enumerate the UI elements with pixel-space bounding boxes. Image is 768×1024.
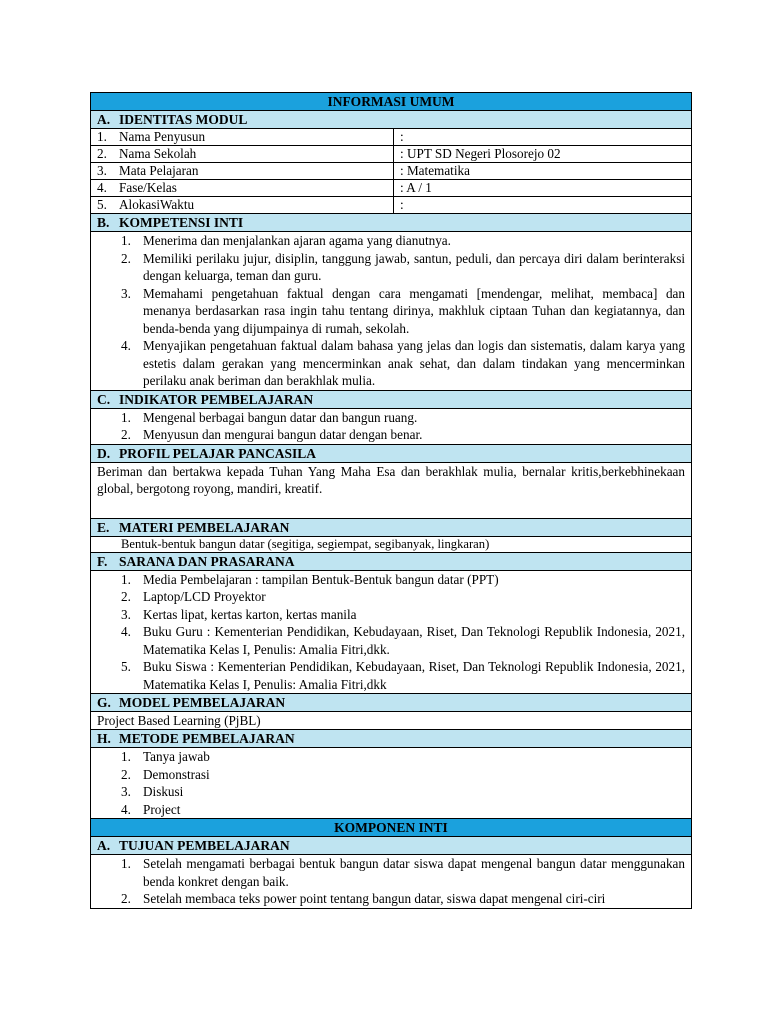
item-text: Tanya jawab <box>143 749 210 764</box>
item-text: Diskusi <box>143 784 184 799</box>
item-number: 1. <box>121 409 131 425</box>
identitas-row <box>90 180 692 197</box>
section-title: MATERI PEMBELAJARAN <box>119 519 290 535</box>
section-title: MODEL PEMBELAJARAN <box>119 695 286 710</box>
identitas-row <box>90 146 692 163</box>
section-header-tujuan <box>90 837 692 855</box>
indikator-list <box>90 409 692 445</box>
list-item <box>121 232 685 250</box>
item-text: Buku Guru : Kementerian Pendidikan, Kebudayaan, Riset, Dan Teknologi Republik Indonesia, 2021, Matematika Kelas I, Penulis: Amalia Fitri,dkk. <box>143 624 685 657</box>
item-text: Media Pembelajaran : tampilan Bentuk-Bentuk bangun datar (PPT) <box>143 571 499 587</box>
section-title: INDIKATOR PEMBELAJARAN <box>119 391 314 407</box>
list-item <box>121 337 685 390</box>
section-title: METODE PEMBELAJARAN <box>119 731 295 746</box>
profil-text: Beriman dan bertakwa kepada Tuhan Yang Maha Esa dan berakhlak mulia, bernalar kritis,berkebhinekaan global, bergotong royong, mandiri, kreatif. <box>90 463 692 519</box>
item-number: 1. <box>121 233 131 248</box>
row-value: : <box>400 197 404 212</box>
list-item <box>121 285 685 338</box>
informasi-umum-header: INFORMASI UMUM <box>90 92 692 111</box>
row-number: 1. <box>97 129 107 144</box>
list-item <box>121 409 685 427</box>
item-number: 5. <box>121 659 131 674</box>
item-text: Laptop/LCD Proyektor <box>143 589 266 604</box>
list-item <box>121 658 685 693</box>
list-item <box>121 623 685 658</box>
item-number: 1. <box>121 571 131 587</box>
section-letter: A. <box>97 112 111 127</box>
section-title: SARANA DAN PRASARANA <box>119 553 295 569</box>
section-header-materi <box>90 519 692 537</box>
identitas-row <box>90 197 692 214</box>
list-item <box>121 801 685 819</box>
item-text: Memiliki perilaku jujur, disiplin, tanggung jawab, santun, peduli, dan percaya diri dalam berinteraksi dengan keluarga, teman dan guru. <box>143 250 685 283</box>
row-label: Nama Sekolah <box>119 146 197 161</box>
item-number: 4. <box>121 338 131 353</box>
section-letter: A. <box>97 838 111 853</box>
item-text: Menerima dan menjalankan ajaran agama yang dianutnya. <box>143 233 451 248</box>
item-number: 1. <box>121 749 131 764</box>
item-text: Memahami pengetahuan faktual dengan cara mengamati [mendengar, melihat, membaca] dan menanya berdasarkan rasa ingin tahu tentang dirinya, makhluk ciptaan Tuhan dan kegiatannya, dan benda-benda yang dijumpainya di rumah, sekolah. <box>143 285 685 336</box>
item-number: 3. <box>121 784 131 799</box>
sarana-list <box>90 571 692 695</box>
section-header-sarana <box>90 553 692 571</box>
item-number: 1. <box>121 856 131 871</box>
item-number: 2. <box>121 589 131 604</box>
item-text: Menyusun dan mengurai bangun datar dengan benar. <box>143 427 423 442</box>
item-number: 2. <box>121 891 131 906</box>
section-letter: B. <box>97 215 110 230</box>
section-header-indikator <box>90 391 692 409</box>
kompetensi-list <box>90 232 692 391</box>
section-title: TUJUAN PEMBELAJARAN <box>119 838 290 853</box>
item-text: Mengenal berbagai bangun datar dan bangun ruang. <box>143 409 418 425</box>
row-number: 3. <box>97 163 107 178</box>
item-number: 2. <box>121 766 131 782</box>
list-item <box>121 890 685 908</box>
item-text: Buku Siswa : Kementerian Pendidikan, Kebudayaan, Riset, Dan Teknologi Republik Indonesia, 2021, Matematika Kelas I, Penulis: Amalia Fitri,dkk <box>143 659 685 692</box>
list-item <box>121 766 685 784</box>
identitas-row <box>90 163 692 180</box>
section-letter: C. <box>97 391 111 407</box>
section-letter: E. <box>97 519 110 535</box>
tujuan-list <box>90 855 692 909</box>
section-letter: D. <box>97 445 111 461</box>
section-title: KOMPETENSI INTI <box>119 215 244 230</box>
identitas-row <box>90 129 692 146</box>
metode-list <box>90 748 692 819</box>
item-text: Kertas lipat, kertas karton, kertas manila <box>143 606 357 622</box>
list-item <box>121 426 685 444</box>
section-letter: G. <box>97 695 111 710</box>
row-value: : A / 1 <box>400 180 432 195</box>
row-label: Nama Penyusun <box>119 129 206 144</box>
komponen-inti-header: KOMPONEN INTI <box>90 819 692 837</box>
row-value: : Matematika <box>400 163 470 178</box>
row-label: Mata Pelajaran <box>119 163 199 178</box>
list-item <box>121 855 685 890</box>
row-value: : <box>400 129 404 144</box>
section-header-profil <box>90 445 692 463</box>
item-text: Demonstrasi <box>143 766 210 782</box>
row-label: Fase/Kelas <box>119 180 177 195</box>
list-item <box>121 606 685 624</box>
item-text: Setelah membaca teks power point tentang bangun datar, siswa dapat mengenal ciri-ciri <box>143 891 606 906</box>
list-item <box>121 748 685 766</box>
item-text: Menyajikan pengetahuan faktual dalam bahasa yang jelas dan logis dan sistematis, dalam karya yang estetis dalam gerakan yang mencerminkan anak sehat, dan dalam tindakan yang mencerminkan perilaku anak beriman dan berakhlak mulia. <box>143 338 685 388</box>
list-item <box>121 571 685 589</box>
item-number: 2. <box>121 250 131 266</box>
row-number: 5. <box>97 197 107 212</box>
section-header-metode <box>90 730 692 748</box>
row-number: 4. <box>97 180 107 195</box>
section-letter: F. <box>97 553 108 569</box>
item-number: 3. <box>121 285 131 301</box>
item-number: 4. <box>121 624 131 639</box>
list-item <box>121 783 685 801</box>
section-title: PROFIL PELAJAR PANCASILA <box>119 445 317 461</box>
row-label: AlokasiWaktu <box>119 197 195 212</box>
item-number: 2. <box>121 427 131 442</box>
item-text: Project <box>143 801 181 817</box>
section-letter: H. <box>97 731 111 746</box>
section-header-kompetensi <box>90 214 692 232</box>
list-item <box>121 588 685 606</box>
list-item <box>121 250 685 285</box>
model-text: Project Based Learning (PjBL) <box>90 712 692 730</box>
section-title: IDENTITAS MODUL <box>119 112 248 127</box>
row-value: : UPT SD Negeri Plosorejo 02 <box>400 146 561 161</box>
materi-text: Bentuk-bentuk bangun datar (segitiga, segiempat, segibanyak, lingkaran) <box>90 537 692 553</box>
item-number: 3. <box>121 606 131 622</box>
module-document <box>90 92 692 909</box>
item-text: Setelah mengamati berbagai bentuk bangun datar siswa dapat mengenal bangun datar menggunakan benda konkret dengan baik. <box>143 856 685 889</box>
section-header-identitas <box>90 111 692 129</box>
item-number: 4. <box>121 801 131 817</box>
row-number: 2. <box>97 146 107 161</box>
section-header-model <box>90 694 692 712</box>
